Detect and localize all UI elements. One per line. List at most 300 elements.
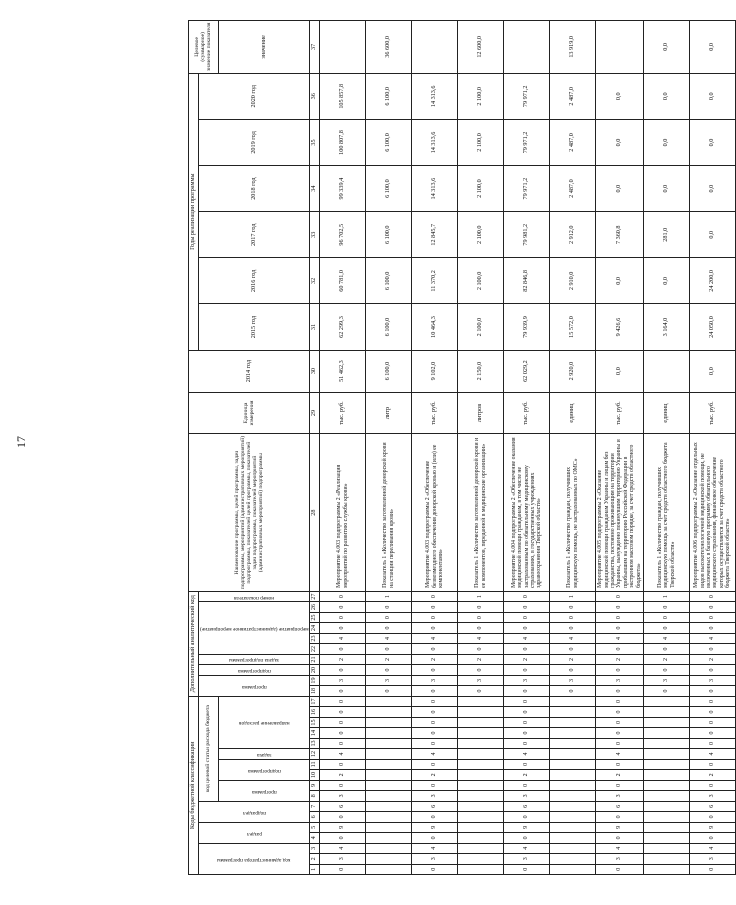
year-2020-header: 2020 год bbox=[198, 73, 310, 119]
value-2016-cell: 2 100,0 bbox=[458, 258, 504, 304]
code-cell bbox=[643, 717, 689, 727]
code-cell bbox=[550, 707, 596, 717]
value-2014-cell: 9 102,0 bbox=[412, 350, 458, 392]
code-cell: 0 bbox=[320, 833, 366, 843]
code-cell: 3 bbox=[320, 791, 366, 801]
code-cell: 0 bbox=[689, 696, 735, 707]
code-cell: 0 bbox=[643, 602, 689, 612]
code-cell bbox=[550, 791, 596, 801]
expense-program-header: программа bbox=[218, 780, 310, 801]
value-2017-cell: 0,0 bbox=[689, 212, 735, 258]
code-cell: 4 bbox=[689, 843, 735, 853]
code-cell bbox=[366, 833, 412, 843]
code-cell: 0 bbox=[596, 623, 644, 633]
code-cell bbox=[550, 770, 596, 780]
code-cell: 0 bbox=[504, 780, 550, 790]
extra-program-header: программа bbox=[198, 675, 310, 696]
code-cell bbox=[458, 864, 504, 874]
column-number: 36 bbox=[310, 73, 320, 119]
code-cell bbox=[550, 738, 596, 748]
code-cell: 3 bbox=[504, 854, 550, 864]
code-cell: 0 bbox=[412, 780, 458, 790]
name-cell: Мероприятие 4.005 подпрограммы 2 «Оказание медицинской помощи гражданам Украины и лицам без гражданства, постоянно проживающим на территории Украины, вынужденно покинувшим территорию Украины и прибывшим на территорию Российской Федерации в экстренном массовом порядке, за счет средств областного бюджета» bbox=[596, 434, 644, 591]
code-admin-header: код администратора программы bbox=[198, 843, 310, 874]
table-row bbox=[320, 21, 366, 875]
table-row bbox=[689, 21, 735, 875]
code-cell: 0 bbox=[504, 665, 550, 675]
value-2018-cell: 99 339,4 bbox=[320, 166, 366, 212]
final-value-cell: 12 600,0 bbox=[458, 21, 504, 74]
extra-indicator-header: номер показателя bbox=[198, 591, 310, 601]
code-cell bbox=[458, 717, 504, 727]
name-cell: Показатель 1 «Количество граждан, получивших медицинскую помощь за счет средств областного бюджета Тверской области» bbox=[643, 434, 689, 591]
code-cell: 0 bbox=[596, 738, 644, 748]
value-2016-cell: 11 370,2 bbox=[412, 258, 458, 304]
column-number: 35 bbox=[310, 119, 320, 165]
code-cell bbox=[458, 780, 504, 790]
value-2017-cell: 79 981,2 bbox=[504, 212, 550, 258]
code-cell: 0 bbox=[458, 644, 504, 654]
code-cell: 3 bbox=[412, 791, 458, 801]
code-cell: 0 bbox=[550, 644, 596, 654]
name-cell: Показатель 1 «Количество заготовленной донорской крови на станции переливания крови» bbox=[366, 434, 412, 591]
code-cell bbox=[458, 728, 504, 738]
code-cell: 0 bbox=[504, 602, 550, 612]
code-cell: 1 bbox=[643, 591, 689, 601]
code-cell: 0 bbox=[689, 665, 735, 675]
value-2018-cell: 14 313,6 bbox=[412, 166, 458, 212]
value-2018-cell: 79 971,2 bbox=[504, 166, 550, 212]
code-cell: 9 bbox=[320, 822, 366, 832]
code-cell: 0 bbox=[689, 864, 735, 874]
year-2016-header: 2016 год bbox=[198, 258, 310, 304]
code-cell: 0 bbox=[458, 612, 504, 622]
code-cell: 0 bbox=[320, 707, 366, 717]
value-2019-cell: 0,0 bbox=[689, 119, 735, 165]
unit-cell: литров bbox=[458, 392, 504, 434]
code-cell bbox=[458, 843, 504, 853]
code-cell bbox=[366, 759, 412, 769]
code-cell bbox=[643, 770, 689, 780]
unit-cell: тыс. руб. bbox=[320, 392, 366, 434]
value-2017-cell: 7 360,8 bbox=[596, 212, 644, 258]
column-number: 29 bbox=[310, 392, 320, 434]
code-cell: 3 bbox=[689, 791, 735, 801]
code-cell: 0 bbox=[504, 759, 550, 769]
code-cell: 3 bbox=[458, 675, 504, 685]
value-2019-cell: 79 971,2 bbox=[504, 119, 550, 165]
code-cell bbox=[643, 780, 689, 790]
value-2020-cell: 6 100,0 bbox=[366, 73, 412, 119]
value-2015-cell: 3 164,0 bbox=[643, 304, 689, 350]
code-cell: 0 bbox=[504, 728, 550, 738]
value-2017-cell: 6 100,0 bbox=[366, 212, 412, 258]
column-number: 20 bbox=[310, 665, 320, 675]
code-cell bbox=[366, 707, 412, 717]
code-cell bbox=[366, 738, 412, 748]
code-cell: 2 bbox=[366, 654, 412, 664]
code-cell: 2 bbox=[412, 654, 458, 664]
code-cell: 0 bbox=[320, 591, 366, 601]
final-value-cell bbox=[504, 21, 550, 74]
code-cell bbox=[366, 843, 412, 853]
code-cell: 2 bbox=[596, 654, 644, 664]
year-2017-header: 2017 год bbox=[198, 212, 310, 258]
code-cell: 0 bbox=[412, 602, 458, 612]
code-cell: 0 bbox=[412, 759, 458, 769]
code-cell: 4 bbox=[412, 749, 458, 759]
code-cell bbox=[366, 854, 412, 864]
code-cell bbox=[458, 854, 504, 864]
value-2015-cell: 2 100,0 bbox=[458, 304, 504, 350]
code-cell: 0 bbox=[504, 612, 550, 622]
column-number: 17 bbox=[310, 696, 320, 707]
code-cell bbox=[366, 822, 412, 832]
column-number: 32 bbox=[310, 258, 320, 304]
code-cell bbox=[550, 822, 596, 832]
column-numbers-row bbox=[310, 21, 320, 875]
code-cell: 4 bbox=[458, 633, 504, 643]
code-cell bbox=[366, 728, 412, 738]
code-cell: 0 bbox=[366, 644, 412, 654]
value-2016-cell: 0,0 bbox=[596, 258, 644, 304]
value-2020-cell: 2 100,0 bbox=[458, 73, 504, 119]
code-cell: 0 bbox=[550, 623, 596, 633]
code-subsection-header: подраздел bbox=[198, 801, 310, 822]
code-cell bbox=[643, 707, 689, 717]
column-number: 4 bbox=[310, 833, 320, 843]
column-number: 11 bbox=[310, 759, 320, 769]
column-number: 19 bbox=[310, 675, 320, 685]
code-cell: 0 bbox=[366, 612, 412, 622]
code-cell: 4 bbox=[596, 843, 644, 853]
value-2019-cell: 14 313,6 bbox=[412, 119, 458, 165]
code-cell: 3 bbox=[689, 854, 735, 864]
column-number: 31 bbox=[310, 304, 320, 350]
code-cell: 2 bbox=[320, 654, 366, 664]
value-2014-cell: 51 462,3 bbox=[320, 350, 366, 392]
code-cell: 0 bbox=[504, 591, 550, 601]
code-cell bbox=[458, 770, 504, 780]
final-value-cell bbox=[320, 21, 366, 74]
code-cell: 0 bbox=[320, 623, 366, 633]
unit-cell: тыс. руб. bbox=[412, 392, 458, 434]
code-cell: 0 bbox=[320, 696, 366, 707]
final-value-header: значение bbox=[218, 21, 310, 74]
final-value-cell: 13 919,0 bbox=[550, 21, 596, 74]
code-cell: 0 bbox=[320, 717, 366, 727]
final-value-cell bbox=[596, 21, 644, 74]
page-number: 17 bbox=[14, 436, 28, 448]
program-table-sheet bbox=[188, 20, 732, 875]
code-cell: 2 bbox=[689, 770, 735, 780]
column-number: 37 bbox=[310, 21, 320, 74]
budget-codes-header: Коды бюджетной классификации bbox=[189, 696, 199, 874]
code-cell: 0 bbox=[320, 812, 366, 822]
code-cell: 1 bbox=[550, 591, 596, 601]
column-number: 34 bbox=[310, 166, 320, 212]
code-cell: 3 bbox=[320, 854, 366, 864]
code-cell: 4 bbox=[550, 633, 596, 643]
column-number: 30 bbox=[310, 350, 320, 392]
value-2019-cell: 6 100,0 bbox=[366, 119, 412, 165]
code-cell: 6 bbox=[596, 801, 644, 811]
code-cell: 0 bbox=[643, 686, 689, 696]
unit-cell: тыс. руб. bbox=[596, 392, 644, 434]
unit-cell: единиц bbox=[643, 392, 689, 434]
code-cell: 0 bbox=[643, 665, 689, 675]
table-row bbox=[550, 21, 596, 875]
column-number: 3 bbox=[310, 843, 320, 853]
code-cell bbox=[458, 801, 504, 811]
column-number: 24 bbox=[310, 623, 320, 633]
column-number: 1 bbox=[310, 864, 320, 874]
code-cell: 0 bbox=[596, 612, 644, 622]
code-cell: 9 bbox=[504, 822, 550, 832]
column-number: 27 bbox=[310, 591, 320, 601]
column-number: 25 bbox=[310, 612, 320, 622]
column-number: 14 bbox=[310, 728, 320, 738]
code-cell bbox=[550, 696, 596, 707]
value-2019-cell: 2 487,0 bbox=[550, 119, 596, 165]
code-cell: 0 bbox=[504, 717, 550, 727]
value-2015-cell: 6 100,0 bbox=[366, 304, 412, 350]
column-number: 33 bbox=[310, 212, 320, 258]
code-cell bbox=[366, 749, 412, 759]
code-cell: 3 bbox=[504, 791, 550, 801]
value-2014-cell: 6 100,0 bbox=[366, 350, 412, 392]
code-cell: 9 bbox=[689, 822, 735, 832]
column-number: 23 bbox=[310, 633, 320, 643]
code-cell: 9 bbox=[596, 822, 644, 832]
code-cell bbox=[643, 843, 689, 853]
code-cell: 0 bbox=[412, 686, 458, 696]
code-cell bbox=[643, 749, 689, 759]
table-row bbox=[504, 21, 550, 875]
code-cell bbox=[643, 696, 689, 707]
final-value-cell: 36 600,0 bbox=[366, 21, 412, 74]
code-cell bbox=[366, 780, 412, 790]
code-cell bbox=[643, 801, 689, 811]
value-2015-cell: 79 939,9 bbox=[504, 304, 550, 350]
code-cell: 0 bbox=[366, 686, 412, 696]
unit-cell: единиц bbox=[550, 392, 596, 434]
final-value-cell: 0,0 bbox=[643, 21, 689, 74]
code-cell bbox=[550, 843, 596, 853]
column-number: 13 bbox=[310, 738, 320, 748]
unit-header: Единица измерения bbox=[189, 392, 310, 434]
code-cell: 0 bbox=[596, 812, 644, 822]
code-cell bbox=[643, 759, 689, 769]
code-cell: 0 bbox=[504, 864, 550, 874]
expense-task-header: задача bbox=[218, 749, 310, 759]
code-cell: 6 bbox=[504, 801, 550, 811]
code-cell bbox=[458, 833, 504, 843]
final-value-cell bbox=[412, 21, 458, 74]
code-cell: 2 bbox=[689, 654, 735, 664]
code-cell: 4 bbox=[504, 843, 550, 853]
code-cell: 0 bbox=[550, 612, 596, 622]
value-2018-cell: 2 100,0 bbox=[458, 166, 504, 212]
table-row bbox=[458, 21, 504, 875]
name-cell: Мероприятие 4.003 подпрограммы 2 «Обеспечение безвозмездного обеспечения донорской кровью и (или) ее компонентами» bbox=[412, 434, 458, 591]
value-2018-cell: 2 487,0 bbox=[550, 166, 596, 212]
code-cell bbox=[366, 801, 412, 811]
code-cell bbox=[458, 759, 504, 769]
extra-task-header: задача подпрограммы bbox=[198, 654, 310, 664]
final-header: Целевое (суммарное) значение показателя bbox=[189, 21, 219, 74]
code-cell bbox=[550, 780, 596, 790]
code-cell: 0 bbox=[366, 665, 412, 675]
code-cell: 0 bbox=[320, 665, 366, 675]
code-cell: 0 bbox=[320, 644, 366, 654]
code-cell: 0 bbox=[550, 665, 596, 675]
code-cell: 0 bbox=[596, 686, 644, 696]
value-2016-cell: 0,0 bbox=[643, 258, 689, 304]
code-cell: 0 bbox=[412, 591, 458, 601]
column-number: 5 bbox=[310, 822, 320, 832]
code-cell: 0 bbox=[689, 780, 735, 790]
unit-cell: тыс. руб. bbox=[689, 392, 735, 434]
code-cell: 2 bbox=[643, 654, 689, 664]
name-header: Наименование программы, целей программы, задач подпрограммы, мероприятий (административных мероприятий) подпрограммы, показателей целей программы, показателей задач подпрограммы, показателей мероприятий (административных мероприятий) подпрограммы bbox=[189, 434, 310, 591]
code-cell: 0 bbox=[320, 780, 366, 790]
value-2015-cell: 24 050,0 bbox=[689, 304, 735, 350]
code-cell: 0 bbox=[458, 665, 504, 675]
code-cell: 4 bbox=[596, 749, 644, 759]
code-cell: 3 bbox=[366, 675, 412, 685]
code-cell: 0 bbox=[366, 602, 412, 612]
code-cell: 0 bbox=[596, 696, 644, 707]
code-cell bbox=[458, 791, 504, 801]
value-2015-cell: 9 426,6 bbox=[596, 304, 644, 350]
code-cell: 0 bbox=[550, 602, 596, 612]
code-cell: 0 bbox=[504, 738, 550, 748]
code-cell: 4 bbox=[320, 749, 366, 759]
value-2015-cell: 10 464,3 bbox=[412, 304, 458, 350]
column-number: 8 bbox=[310, 791, 320, 801]
unit-cell: тыс. руб. bbox=[504, 392, 550, 434]
value-2020-cell: 0,0 bbox=[689, 73, 735, 119]
year-2019-header: 2019 год bbox=[198, 119, 310, 165]
code-cell: 0 bbox=[596, 728, 644, 738]
code-cell: 0 bbox=[412, 707, 458, 717]
code-cell: 0 bbox=[596, 707, 644, 717]
code-cell: 0 bbox=[689, 707, 735, 717]
value-2014-cell: 2 920,0 bbox=[550, 350, 596, 392]
code-cell: 3 bbox=[504, 675, 550, 685]
code-cell: 0 bbox=[504, 833, 550, 843]
code-cell: 0 bbox=[412, 665, 458, 675]
name-cell: Показатель 1 «Количество граждан, получивших медицинскую помощь, не застрахованных по ОМС» bbox=[550, 434, 596, 591]
extra-code-header: Дополнительный аналитический код bbox=[189, 591, 199, 696]
column-number: 6 bbox=[310, 812, 320, 822]
code-cell: 0 bbox=[320, 759, 366, 769]
expense-item-header: код целевой статьи расхода бюджета bbox=[198, 696, 218, 801]
code-cell: 4 bbox=[504, 633, 550, 643]
code-cell: 0 bbox=[643, 644, 689, 654]
code-cell: 3 bbox=[550, 675, 596, 685]
value-2014-cell: 2 150,0 bbox=[458, 350, 504, 392]
value-2014-cell: 0,0 bbox=[596, 350, 644, 392]
code-cell: 0 bbox=[320, 612, 366, 622]
final-value-cell: 0,0 bbox=[689, 21, 735, 74]
code-cell: 0 bbox=[689, 612, 735, 622]
value-2020-cell: 0,0 bbox=[643, 73, 689, 119]
column-number: 2 bbox=[310, 854, 320, 864]
code-cell: 0 bbox=[412, 728, 458, 738]
value-2018-cell: 6 100,0 bbox=[366, 166, 412, 212]
code-cell: 0 bbox=[504, 623, 550, 633]
column-number: 18 bbox=[310, 686, 320, 696]
code-cell: 0 bbox=[504, 644, 550, 654]
name-cell: Показатель 1 «Количество заготовленной донорской крови и ее компонентов, переданной в медицинские организации» bbox=[458, 434, 504, 591]
value-2014-cell bbox=[643, 350, 689, 392]
code-cell: 0 bbox=[596, 602, 644, 612]
column-number: 21 bbox=[310, 654, 320, 664]
code-cell: 0 bbox=[320, 738, 366, 748]
code-cell: 0 bbox=[689, 759, 735, 769]
code-cell: 3 bbox=[689, 675, 735, 685]
code-cell: 0 bbox=[550, 686, 596, 696]
code-cell: 6 bbox=[689, 801, 735, 811]
expense-direction-header: направление расходов bbox=[218, 696, 310, 749]
value-2015-cell: 15 572,0 bbox=[550, 304, 596, 350]
table-row bbox=[412, 21, 458, 875]
table-row bbox=[643, 21, 689, 875]
code-cell: 0 bbox=[412, 812, 458, 822]
code-cell bbox=[643, 854, 689, 864]
code-cell bbox=[643, 738, 689, 748]
code-cell: 0 bbox=[689, 812, 735, 822]
code-cell bbox=[643, 822, 689, 832]
code-cell: 4 bbox=[689, 749, 735, 759]
code-cell: 4 bbox=[504, 749, 550, 759]
code-cell: 0 bbox=[689, 717, 735, 727]
code-cell: 3 bbox=[596, 854, 644, 864]
code-cell bbox=[366, 717, 412, 727]
code-cell: 1 bbox=[458, 591, 504, 601]
code-cell: 3 bbox=[412, 854, 458, 864]
code-cell: 1 bbox=[366, 591, 412, 601]
code-cell: 0 bbox=[689, 738, 735, 748]
code-cell bbox=[550, 833, 596, 843]
column-number: 12 bbox=[310, 749, 320, 759]
value-2014-cell: 62 029,2 bbox=[504, 350, 550, 392]
code-cell: 0 bbox=[504, 707, 550, 717]
code-section-header: раздел bbox=[198, 822, 310, 843]
code-cell bbox=[366, 696, 412, 707]
code-cell: 0 bbox=[689, 591, 735, 601]
table-body bbox=[320, 21, 736, 875]
code-cell: 4 bbox=[689, 633, 735, 643]
code-cell: 0 bbox=[689, 623, 735, 633]
code-cell bbox=[366, 812, 412, 822]
code-cell bbox=[458, 812, 504, 822]
code-cell: 0 bbox=[596, 780, 644, 790]
code-cell: 0 bbox=[458, 686, 504, 696]
value-2016-cell: 60 781,0 bbox=[320, 258, 366, 304]
code-cell: 0 bbox=[320, 686, 366, 696]
code-cell: 2 bbox=[412, 770, 458, 780]
column-number: 16 bbox=[310, 707, 320, 717]
code-cell bbox=[643, 864, 689, 874]
code-cell bbox=[550, 749, 596, 759]
name-cell: Мероприятие 4.006 подпрограммы 2 «Оказание отдельных видов высокотехнологичной медицинской помощи, не включенных в базовую программу обязательного медицинского страхования, финансовое обеспечение которых осуществляется за счет средств областного бюджета Тверской области» bbox=[689, 434, 735, 591]
code-cell: 2 bbox=[458, 654, 504, 664]
code-cell: 0 bbox=[504, 686, 550, 696]
code-cell: 0 bbox=[596, 717, 644, 727]
